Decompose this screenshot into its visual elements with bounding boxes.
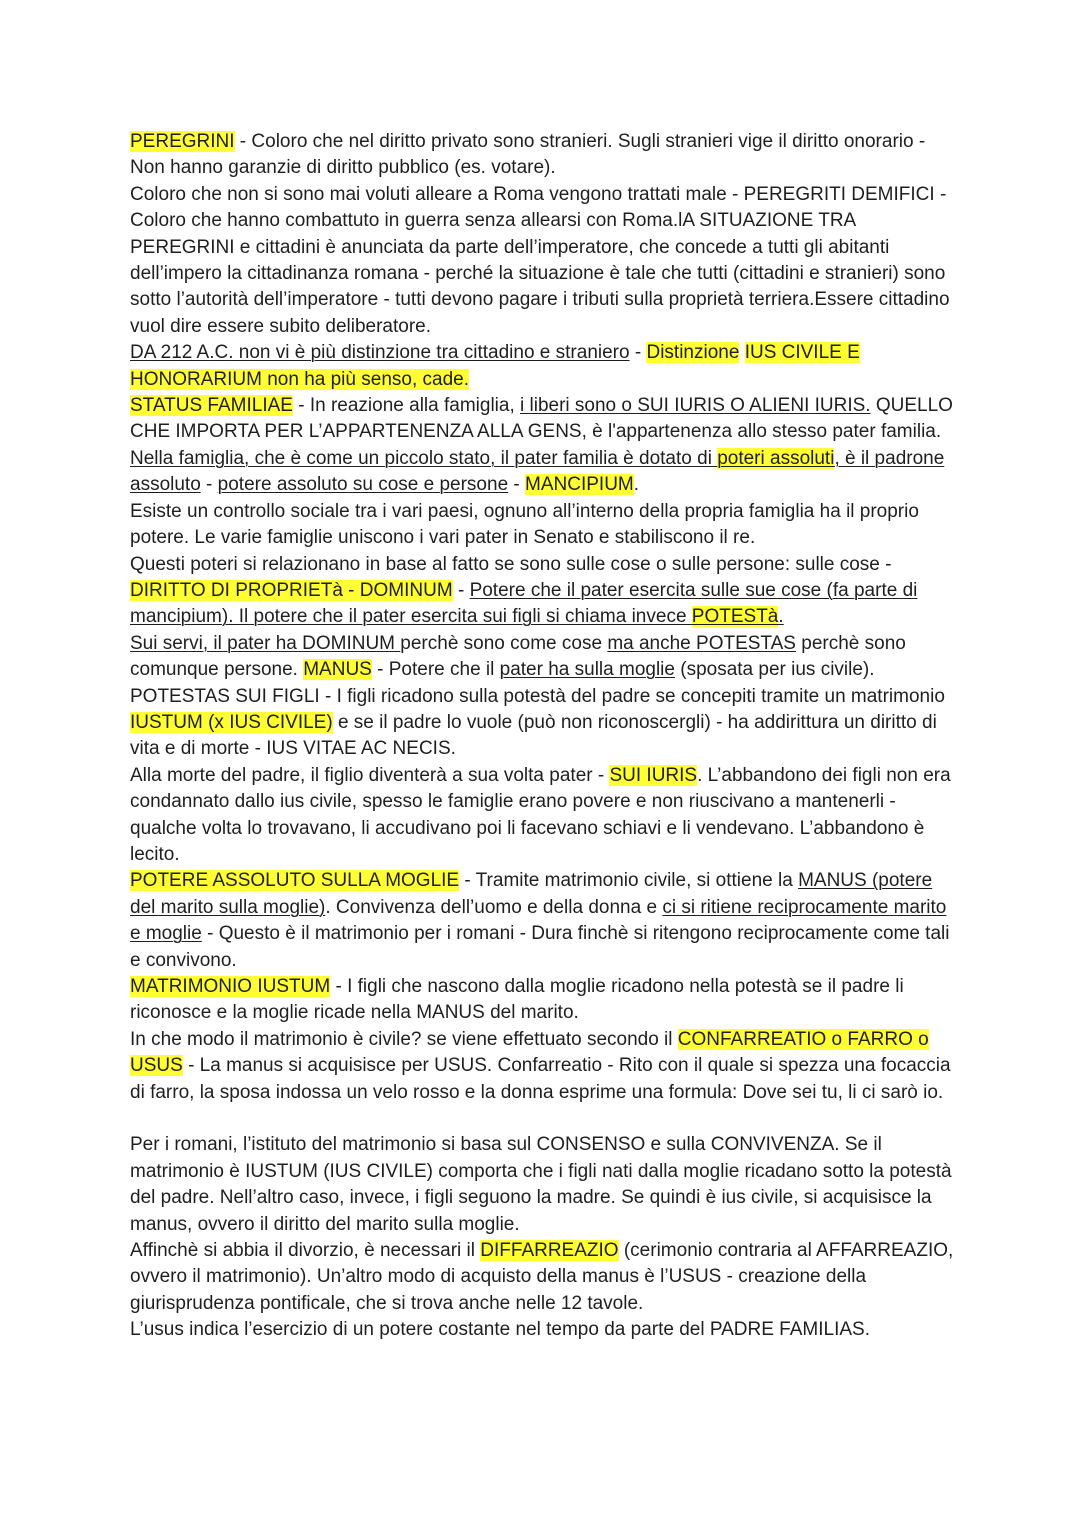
underlined-text: MANUS (potere del marito sulla moglie) (130, 870, 933, 918)
text-run: - La manus si acquisisce per USUS. Confarreatio - Rito con il quale si spezza una focaccia di farro, la sposa indossa un velo rosso e la donna esprime una formula: Dove sei tu, li ci sarò io. (130, 1055, 951, 1103)
text-run: . Convivenza dell’uomo e della donna e (325, 896, 663, 918)
paragraph (130, 393, 960, 499)
underlined-text: pater ha sulla moglie (499, 659, 675, 681)
highlighted-text: STATUS FAMILIAE (130, 395, 293, 417)
highlighted-text: POTERE ASSOLUTO SULLA MOGLIE (130, 870, 460, 892)
highlighted-text: DIFFARREAZIO (480, 1240, 619, 1262)
paragraph (130, 868, 960, 974)
highlighted-text: DIRITTO DI PROPRIETà - DOMINUM (130, 579, 453, 601)
paragraph (130, 499, 960, 552)
text-run: - (629, 342, 647, 364)
paragraph (130, 1317, 960, 1343)
text-run: - (452, 579, 470, 601)
paragraph (130, 1238, 960, 1317)
highlighted-text: MANCIPIUM (525, 474, 634, 496)
underlined-text: Nella famiglia, che è come un piccolo stato, il pater familia è dotato di (130, 447, 718, 469)
underlined-text: Potere che il pater esercita sulle sue cose (fa parte di mancipium). Il potere che il pater esercita sui figli si chiama invece (130, 579, 918, 628)
text-run: perchè sono comunque persone. (130, 632, 906, 681)
text-run: - Tramite matrimonio civile, si ottiene la (459, 870, 799, 892)
text-run: Coloro che non si sono mai voluti alleare a Roma vengono trattati male - PEREGRITI DEMIFICI - Coloro che hanno combattuto in guerra senza allearsi con Roma.lA SITUAZIONE TRA PEREGRINI e cittadini è anunciata da parte dell’imperatore, che concede a tutti gli abitanti dell’impero la cittadinanza romana - perché la situazione è tale che tutti (cittadini e stranieri) sono sotto l’autorità dell’imperatore - tutti devono pagare i tributi sulla proprietà terriera.Essere cittadino vuol dire essere subito deliberatore. (130, 183, 950, 337)
text-run: L’usus indica l’esercizio di un potere costante nel tempo da parte del PADRE FAMILIAS. (130, 1319, 870, 1341)
text-run: In che modo il matrimonio è civile? se viene effettuato secondo il (130, 1028, 678, 1050)
highlighted-text: PEREGRINI (130, 131, 235, 152)
highlighted-text: MANUS (303, 659, 372, 681)
highlighted-text: IUS CIVILE E HONORARIUM non ha più senso, cade. (130, 342, 860, 390)
text-run: - Questo è il matrimonio per i romani - Dura finchè si ritengono reciprocamente come tali e convivono. (130, 923, 950, 971)
text-run: - (200, 474, 218, 496)
text-run: . (633, 474, 640, 496)
text-run: . L’abbandono dei figli non era condannato dallo ius civile, spesso le famiglie erano povere e non riuscivano a mantenerli - qualche volta lo trovavano, li accudivano poi li facevano schiavi e li vendevano. L’abbandono è lecito. (130, 764, 951, 865)
paragraph (130, 684, 960, 763)
highlighted-text: IUSTUM (x IUS CIVILE) (130, 711, 333, 733)
text-run: - Potere che il (371, 659, 500, 681)
paragraph (130, 552, 960, 631)
paragraph (130, 129, 960, 182)
underlined-text: Sui servi, il pater ha DOMINUM (130, 632, 401, 654)
highlighted-text: MATRIMONIO IUSTUM (130, 976, 331, 997)
paragraph (130, 1132, 960, 1238)
highlighted-text: POTESTà (691, 606, 779, 628)
text-run: (cerimonio contraria al AFFARREAZIO, ovvero il matrimonio). Un’altro modo di acquisto della manus è l’USUS - creazione della giurisprudenza pontificale, che si trova anche nelle 12 tavole. (130, 1240, 954, 1314)
underlined-text: ma anche POTESTAS (607, 632, 796, 654)
text-run: QUELLO CHE IMPORTA PER L’APPARTENENZA ALLA GENS, è l'appartenenza allo stesso pater familia. (130, 395, 953, 443)
underlined-text: potere assoluto su cose e persone (217, 474, 509, 496)
text-run: Alla morte del padre, il figlio diventerà a sua volta pater - (130, 764, 610, 786)
text-run (739, 342, 744, 363)
text-run: Affinchè si abbia il divorzio, è necessari il (130, 1240, 481, 1262)
underlined-text: ci si ritiene reciprocamente marito e moglie (130, 896, 947, 945)
text-run: Per i romani, l’istituto del matrimonio si basa sul CONSENSO e sulla CONVIVENZA. Se il matrimonio è IUSTUM (IUS CIVILE) comporta che i figli nati dalla moglie ricadano sotto la potestà del padre. Nell’altro caso, invece, i figli seguono la madre. Se quindi è ius civile, si acquisisce la manus, ovvero il diritto del marito sulla moglie. (130, 1134, 952, 1235)
underlined-text: , è il padrone assoluto (130, 447, 945, 496)
text-run: - (508, 474, 526, 496)
blank-line (130, 1106, 960, 1132)
underlined-text: DA 212 A.C. non vi è più distinzione tra cittadino e straniero (130, 342, 630, 364)
text-run: Esiste un controllo sociale tra i vari paesi, ognuno all’interno della propria famiglia ha il proprio potere. Le varie famiglie uniscono i vari pater in Senato e stabiliscono il re. (130, 500, 919, 549)
document-body (130, 129, 960, 1344)
text-run: - In reazione alla famiglia, (292, 395, 521, 417)
underlined-text: i liberi sono o SUI IURIS O ALIENI IURIS. (520, 395, 871, 417)
text-run: perchè sono come cose (400, 632, 608, 654)
paragraph (130, 974, 960, 1027)
text-run: - I figli che nascono dalla moglie ricadono nella potestà se il padre li riconosce e la moglie ricade nella MANUS del marito. (130, 976, 904, 1024)
text-run: - Coloro che nel diritto privato sono stranieri. Sugli stranieri vige il diritto onorario - Non hanno garanzie di diritto pubblico (es. votare). (130, 131, 926, 179)
highlighted-text: poteri assoluti (717, 447, 835, 469)
highlighted-text: CONFARREATIO o FARRO o USUS (130, 1028, 929, 1077)
highlighted-text: SUI IURIS (609, 764, 698, 786)
paragraph (130, 182, 960, 340)
highlighted-text: Distinzione (646, 342, 740, 364)
paragraph (130, 763, 960, 869)
text-run: POTESTAS SUI FIGLI - I figli ricadono sulla potestà del padre se concepiti tramite un matrimonio (130, 685, 945, 707)
text-run: (sposata per ius civile). (674, 659, 875, 681)
text-run: Questi poteri si relazionano in base al fatto se sono sulle cose o sulle persone: sulle cose - (130, 553, 892, 575)
text-run: e se il padre lo vuole (può non riconoscergli) - ha addirittura un diritto di vita e di morte - IUS VITAE AC NECIS. (130, 711, 937, 760)
underlined-text: . (778, 606, 784, 628)
paragraph (130, 631, 960, 684)
paragraph (130, 1027, 960, 1106)
paragraph (130, 340, 960, 393)
